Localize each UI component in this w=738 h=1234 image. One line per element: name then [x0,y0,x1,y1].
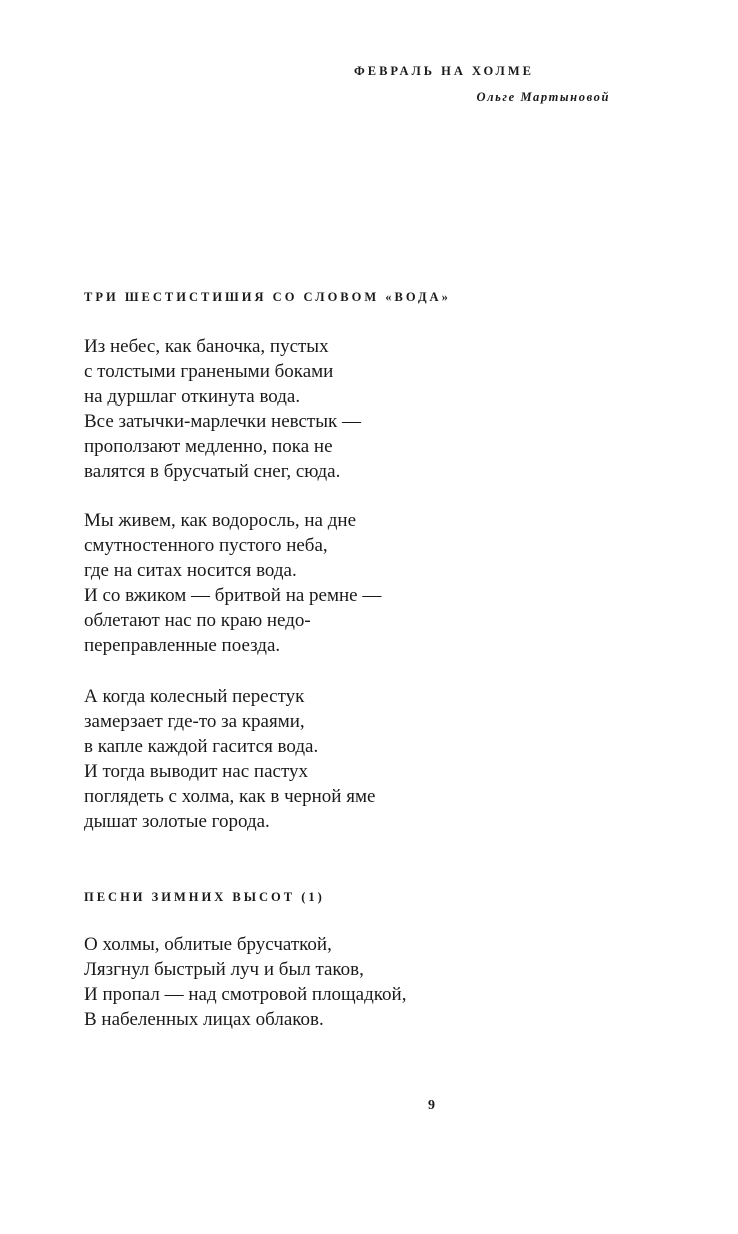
poem-line: А когда колесный перестук [84,686,305,707]
poem-line: поглядеть с холма, как в черной яме [84,786,376,807]
poem-line: в капле каждой гасится вода. [84,736,319,757]
poem-line: переправленные поезда. [84,635,281,656]
stanza [84,932,406,1032]
stanza [84,334,361,484]
poem-line: дышат золотые города. [84,811,270,832]
poem-line: Из небес, как баночка, пустых [84,336,329,357]
poem-line: И тогда выводит нас пастух [84,761,309,782]
poem-line: на дуршлаг откинута вода. [84,386,301,407]
poem-line: замерзает где-то за краями, [84,711,305,732]
poem-title: ТРИ ШЕСТИСТИШИЯ СО СЛОВОМ «ВОДА» [84,290,451,304]
poem-title: ПЕСНИ ЗИМНИХ ВЫСОТ (1) [84,890,325,904]
section-title: ФЕВРАЛЬ НА ХОЛМЕ [354,64,534,78]
poem-line: Все затычки-марлечки невстык — [84,411,361,432]
stanza [84,508,381,658]
poem-line: И пропал — над смотровой площадкой, [84,984,407,1005]
dedication: Ольге Мартыновой [476,90,610,104]
page-number: 9 [428,1098,435,1113]
poem-line: Лязгнул быстрый луч и был таков, [84,959,364,980]
poem-line: где на ситах носится вода. [84,560,297,581]
poem-line: В набеленных лицах облаков. [84,1009,324,1030]
poem-line: И со вжиком — бритвой на ремне — [84,585,382,606]
poem-line: облетают нас по краю недо- [84,610,311,631]
poem-line: с толстыми гранеными боками [84,361,334,382]
stanza [84,684,375,834]
poem-line: проползают медленно, пока не [84,436,333,457]
poem-line: О холмы, облитые брусчаткой, [84,934,332,955]
poem-line: смутностенного пустого неба, [84,535,328,556]
poem-line: Мы живем, как водоросль, на дне [84,510,357,531]
poem-line: валятся в брусчатый снег, сюда. [84,461,341,482]
